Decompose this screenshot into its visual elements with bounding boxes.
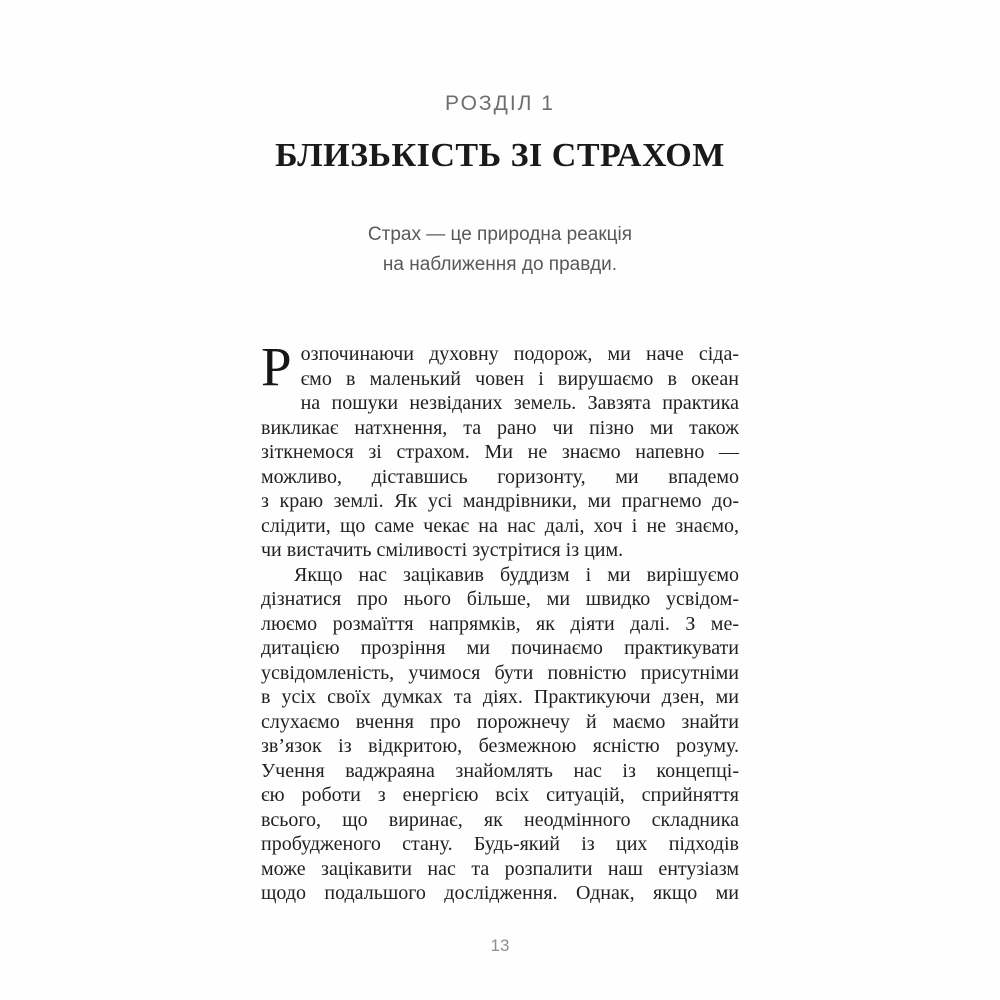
text-line: зв’язок із відкритою, безмежною ясністю розуму.	[261, 735, 739, 757]
text-line: дитацією прозріння ми починаємо практикувати	[261, 637, 739, 659]
paragraph	[261, 336, 739, 563]
text-line: пробудженого стану. Будь-який із цих підходів	[261, 833, 739, 855]
text-line: Якщо нас зацікавив буддизм і ми вирішуємо	[294, 563, 739, 586]
text-line: з краю землі. Як усі мандрівники, ми прагнемо до-	[261, 490, 739, 512]
text-line: можливо, діставшись горизонту, ми впадемо	[261, 465, 739, 488]
text-line: може зацікавити нас та розпалити наш ентузіазм	[261, 857, 739, 880]
drop-cap: Р	[261, 336, 292, 397]
text-line: усвідомленість, учимося бути повністю присутніми	[261, 661, 739, 684]
text-line: в усіх своїх думках та діях. Практикуючи дзен, ми	[261, 686, 739, 708]
text-line: озпочинаючи духовну подорож, ми наче сіда-	[300, 343, 739, 365]
text-line: щодо подальшого дослідження. Однак, якщо ми	[261, 882, 739, 904]
text-line: Учення ваджраяна знайомлять нас із концепці-	[261, 759, 739, 782]
text-line: люємо розмаїття напрямків, як діяти далі. З ме-	[261, 612, 739, 635]
epigraph-line: Страх — це природна реакція	[367, 224, 633, 245]
text-line: викликає натхнення, та рано чи пізно ми також	[261, 416, 739, 439]
text-line: чи вистачить сміливості зустрітися із цим.	[261, 539, 624, 561]
text-line: ємо в маленький човен і вирушаємо в океан	[300, 367, 739, 390]
paragraph	[261, 563, 739, 906]
chapter-title: БЛИЗЬКІСТЬ ЗІ СТРАХОМ	[275, 137, 725, 174]
epigraph	[0, 220, 1000, 280]
epigraph-line: на наближення до правди.	[382, 254, 618, 275]
text-line: слухаємо вчення про порожнечу й маємо знайти	[261, 710, 739, 733]
text-line: слідити, що саме чекає на нас далі, хоч і не знаємо,	[261, 514, 739, 537]
text-line: на пошуки незвіданих земель. Завзята практика	[300, 392, 739, 414]
text-line: зіткнемося зі страхом. Ми не знаємо напевно —	[261, 441, 739, 463]
page-number: 13	[490, 936, 510, 955]
text-line: всього, що виринає, як неодмінного складника	[261, 808, 739, 831]
chapter-label: РОЗДІЛ 1	[445, 92, 555, 115]
text-line: дізнатися про нього більше, ми швидко усвідом-	[261, 588, 739, 610]
body-text	[261, 336, 739, 906]
text-line: єю роботи з енергією всіх ситуацій, сприйняття	[261, 784, 739, 806]
